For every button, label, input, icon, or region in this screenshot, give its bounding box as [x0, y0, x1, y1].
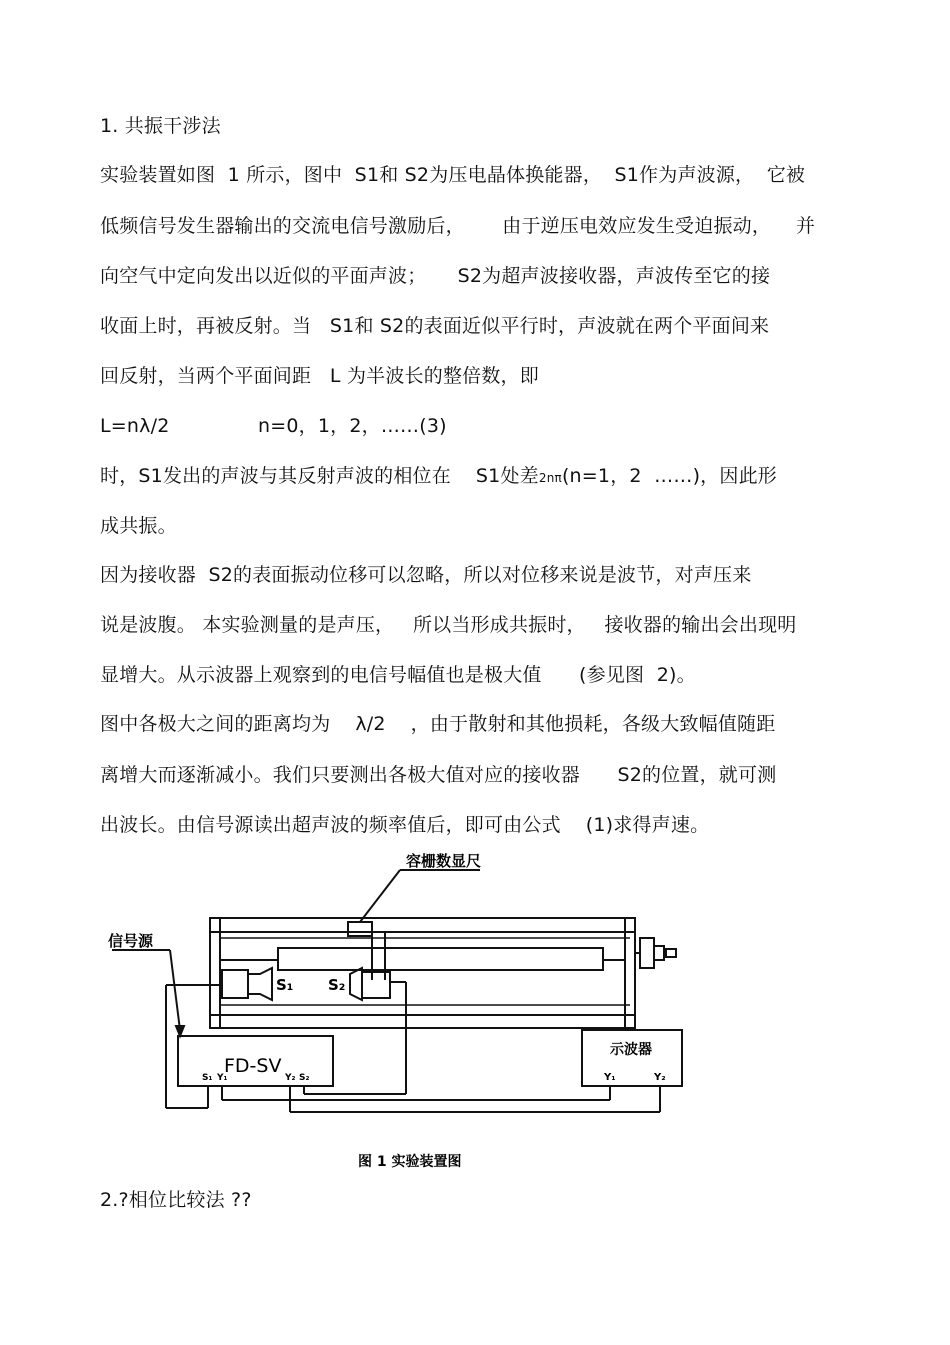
phase-text-a: 时，S1发出的声波与其反射声波的相位在 S1处差 [100, 465, 539, 487]
paragraph-line: 成共振。 [100, 515, 177, 537]
paragraph-line: 显增大。从示波器上观察到的电信号幅值也是极大值 (参见图 2)。 [100, 664, 696, 686]
paragraph-line: 离增大而逐渐减小。我们只要测出各极大值对应的接收器 S2的位置，就可测 [100, 764, 777, 786]
s1-transducer-body [222, 970, 248, 998]
paragraph-line: 回反射，当两个平面间距 L 为半波长的整倍数，即 [100, 365, 539, 387]
paragraph-line: 低频信号发生器输出的交流电信号激励后， 由于逆压电效应发生受迫振动， 并 [100, 215, 816, 237]
phase-text-b: (n=1，2 ……)，因此形 [561, 465, 777, 487]
ruler-pointer-line [360, 870, 400, 922]
section-heading-2: 2.?相位比较法 ?? [100, 1189, 252, 1211]
paragraph-line: 图中各极大之间的距离均为 λ/2 ，由于散射和其他损耗，各级大致幅值随距 [100, 713, 776, 735]
device-port-label: S₂ [299, 1073, 310, 1083]
adjust-knob [640, 938, 654, 968]
oscilloscope-box [582, 1030, 682, 1086]
paragraph-line: 因为接收器 S2的表面振动位移可以忽略，所以对位移来说是波节，对声压来 [100, 564, 752, 586]
paragraph-line: 收面上时，再被反射。当 S1和 S2的表面近似平行时，声波就在两个平面间来 [100, 315, 770, 337]
device-port-label: Y₁ [217, 1073, 228, 1083]
s1-label: S₁ [276, 976, 294, 994]
source-pointer-line [170, 950, 180, 1030]
paragraph-line: 向空气中定向发出以近似的平面声波； S2为超声波接收器，声波传至它的接 [100, 265, 771, 287]
paragraph-line: 实验装置如图 1 所示，图中 S1和 S2为压电晶体换能器， S1作为声波源， 它被 [100, 164, 806, 186]
section-heading-1: 1. 共振干涉法 [100, 115, 221, 137]
scope-port-label: Y₂ [654, 1072, 666, 1083]
s1-transducer-head [248, 968, 272, 1000]
device-name-label: FD-SV [224, 1055, 282, 1077]
phase-small-text: 2nπ [538, 471, 562, 485]
formula-right: n=0，1，2，……(3) [258, 415, 447, 437]
lead-screw [278, 948, 603, 970]
scope-name-label: 示波器 [610, 1042, 652, 1058]
device-port-label: S₁ [202, 1073, 213, 1083]
s2-label: S₂ [328, 976, 346, 994]
device-port-label: Y₂ [285, 1073, 296, 1083]
paragraph-line: 说是波腹。 本实验测量的是声压， 所以当形成共振时， 接收器的输出会出现明 [100, 614, 797, 636]
ruler-label: 容栅数显尺 [406, 852, 482, 870]
ruler-slider [348, 922, 372, 936]
frame-outline [210, 918, 635, 1028]
paragraph-line: 出波长。由信号源读出超声波的频率值后，即可由公式 (1)求得声速。 [100, 814, 710, 836]
s2-transducer-head [350, 968, 362, 1000]
scope-port-label: Y₁ [604, 1072, 616, 1083]
apparatus-diagram [100, 850, 700, 1180]
figure-caption: 图 1 实验装置图 [358, 1154, 462, 1170]
signal-source-label: 信号源 [108, 932, 154, 950]
formula-left: L=nλ/2 [100, 415, 170, 437]
paragraph-line-phase [100, 464, 777, 490]
